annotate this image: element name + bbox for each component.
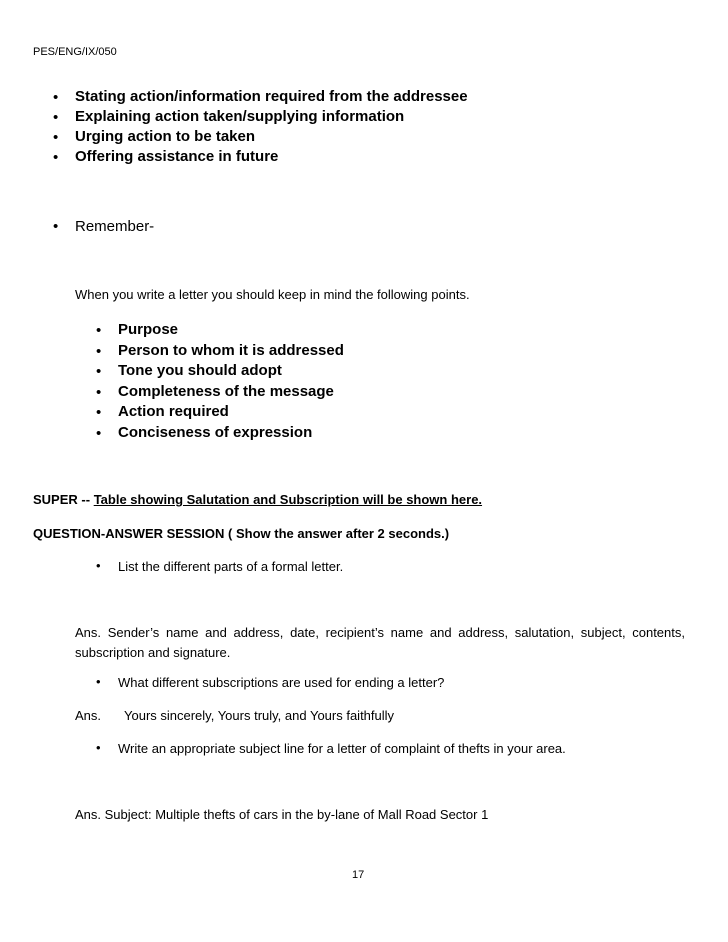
answer-1: Ans. Sender’s name and address, date, recipient’s name and address, salutation, subject, contents, subscription and signature. — [75, 625, 685, 660]
answer-2-label: Ans. — [75, 708, 102, 723]
bullet-icon: • — [53, 109, 59, 126]
bullet-icon: • — [96, 404, 102, 421]
question-3: Write an appropriate subject line for a letter of complaint of thefts in your area. — [118, 741, 566, 756]
list-item: Completeness of the message — [118, 383, 334, 400]
bullet-icon: • — [96, 425, 102, 442]
list-item: Action required — [118, 403, 229, 420]
bullet-icon: • — [96, 343, 102, 360]
bullet-icon: • — [96, 363, 102, 380]
list-item: Purpose — [118, 321, 179, 338]
bullet-icon: • — [53, 149, 59, 166]
bullet-icon: • — [53, 89, 59, 106]
remember-heading: Remember- — [75, 218, 155, 235]
question-2: What different subscriptions are used for ending a letter? — [118, 675, 445, 690]
bullet-icon: • — [53, 218, 59, 235]
qa-heading: QUESTION-ANSWER SESSION ( Show the answer after 2 seconds.) — [33, 526, 450, 541]
intro-text: When you write a letter you should keep in mind the following points. — [75, 287, 470, 302]
bullet-icon: • — [53, 129, 59, 146]
bullet-icon: • — [96, 740, 101, 755]
answer-3: Ans. Subject: Multiple thefts of cars in the by-lane of Mall Road Sector 1 — [75, 807, 489, 822]
answer-2: Yours sincerely, Yours truly, and Yours faithfully — [124, 708, 395, 723]
list-item: Conciseness of expression — [118, 424, 313, 441]
bullet-icon: • — [96, 384, 102, 401]
list-item: Stating action/information required from the addressee — [75, 88, 468, 105]
list-item: Explaining action taken/supplying information — [75, 108, 405, 125]
bullet-icon: • — [96, 322, 102, 339]
list-item: Urging action to be taken — [75, 128, 256, 145]
bullet-icon: • — [96, 558, 101, 573]
super-text: Table showing Salutation and Subscription will be shown here. — [93, 492, 483, 507]
question-1: List the different parts of a formal letter. — [118, 559, 344, 574]
document-code: PES/ENG/IX/050 — [33, 46, 117, 58]
page-number: 17 — [352, 869, 365, 881]
super-label: SUPER -- — [33, 492, 91, 507]
list-item: Offering assistance in future — [75, 148, 279, 165]
list-item: Person to whom it is addressed — [118, 342, 344, 359]
super-line — [33, 492, 482, 507]
bullet-icon: • — [96, 674, 101, 689]
list-item: Tone you should adopt — [118, 362, 282, 379]
